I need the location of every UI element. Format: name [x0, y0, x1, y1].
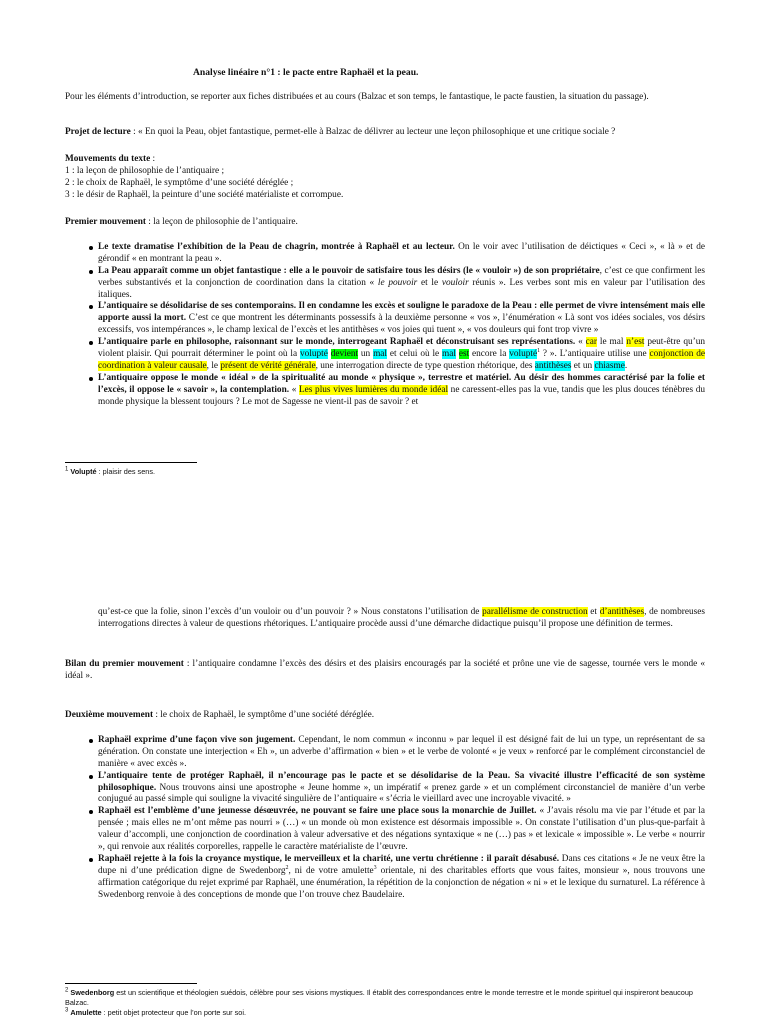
list-item: L’antiquaire tente de protéger Raphaël, il n’encourage pas le pacte et se désolidarise de la Peau. Sa vivacité illustre l’efficacité de son système philosophique. Nous trouvons ainsi une apostrophe « Jeune homme », un impératif « prenez garde » et un complément circonstanciel de manière d’un verbe conjugué au passé simple qui souligne la vivacité singulière de l’antiquaire « s’écria le vieillard avec une incroyable vivacité. »	[65, 771, 705, 807]
highlight: mal	[442, 349, 456, 360]
footnote-ref: 1	[537, 347, 541, 354]
premier-mouvement-continuation: qu’est-ce que la folie, sinon l’excès d’un vouloir ou d’un pouvoir ? » Nous constatons l’utilisation de parallélisme de construction et d’antithèses, de nombreuses interrogations directes à valeur de questions rhétoriques. L’antiquaire procède aussi d’une démarche didactique puisqu’il propose une définition de termes.	[98, 607, 705, 629]
highlight: d’antithèses	[599, 607, 645, 617]
highlight: devient	[330, 349, 359, 360]
list-item: Raphaël rejette à la fois la croyance mystique, le merveilleux et la charité, une vertu chrétienne : il paraît désabusé. Dans ces citations « Je ne veux être la dupe ni d’une prédication digne de Swedenborg$^2$, ni de votre amulette$^3$ orientale, ni des charitables efforts que vous faites, monsieur », nous trouvons une affirmation catégorique du rejet exprimé par Raphaël, une énumération, la répétition de la conjonction de négation « ni » et le lexique du surnaturel. La référence à Swedenborg renvoie à des conceptions de monde que l’on trouve chez Baudelaire.	[65, 854, 705, 902]
footnote-1: $^1$ Volupté : plaisir des sens.	[65, 466, 155, 476]
footnote-separator	[65, 983, 197, 984]
bilan-label: Bilan du premier mouvement	[65, 659, 184, 669]
highlight: Les plus vives lumières du monde idéal	[299, 384, 449, 395]
highlight: conjonction de coordination à valeur causale	[98, 349, 705, 371]
projet-label: Projet de lecture	[65, 127, 131, 137]
highlight: présent de vérité générale	[220, 360, 316, 371]
footnote-separator	[65, 462, 197, 463]
bilan-premier-mouvement: Bilan du premier mouvement : l’antiquaire condamne l’excès des désirs et des plaisirs encouragés par la société et prône une vie de sagesse, tournée vers le monde « idéal ».	[65, 659, 705, 681]
list-item: L’antiquaire se désolidarise de ses contemporains. Il en condamne les excès et souligne le paradoxe de la Peau : elle permet de vivre intensément mais elle apporte aussi la mort. C’est ce que montrent les déterminants possessifs à la deuxième personne « vos », l’énumération « Là sont vos idées sociales, vos désirs excessifs, vos intempérances », le champ lexical de l’excès et les antithèses « vos joies qui tuent », « vos douleurs qui font trop vivre »	[65, 301, 705, 337]
highlight: parallélisme de construction	[482, 607, 588, 617]
mouvement-item: 3 : le désir de Raphaël, la peinture d’une société matérialiste et corrompue.	[65, 189, 344, 200]
m2-label: Deuxième mouvement	[65, 710, 154, 720]
footnote-ref: 3	[373, 864, 377, 871]
list-item: Le texte dramatise l’exhibition de la Peau de chagrin, montrée à Raphaël et au lecteur. On le voir avec l’utilisation de déictiques « Ceci », « là » et de gérondif « en montrant la peau ».	[65, 242, 705, 266]
highlight: volupté	[509, 349, 538, 360]
mouvements-section: Mouvements du texte : 1 : la leçon de philosophie de l’antiquaire ; 2 : le choix de Raphaël, le symptôme d’une société déréglée ; 3 : le désir de Raphaël, la peinture d’une société matérialiste et corrompue.	[65, 154, 705, 202]
highlight: chiasme	[594, 360, 625, 371]
highlight: volupté	[299, 349, 328, 360]
premier-mouvement-heading: Premier mouvement : la leçon de philosophie de l’antiquaire.	[65, 217, 298, 227]
highlight: mal	[373, 349, 388, 360]
list-item: La Peau apparaît comme un objet fantastique : elle a le pouvoir de satisfaire tous les désirs (le « vouloir ») de son propriétaire, c’est ce que confirment les verbes substantivés et la conjonction de coordination dans la citation « le pouvoir et le vouloir réunis ». Les verbes sont mis en valeur par l’utilisation des italiques.	[65, 266, 705, 302]
highlight: antithèses	[534, 360, 572, 371]
mouvement-item: 1 : la leçon de philosophie de l’antiquaire ;	[65, 165, 225, 176]
introduction	[65, 92, 705, 104]
highlight: n’est	[626, 337, 645, 348]
mouvement-item: 2 : le choix de Raphaël, le symptôme d’une société déréglée ;	[65, 177, 294, 188]
deuxieme-mouvement-heading: Deuxième mouvement : le choix de Raphaël, le symptôme d’une société déréglée.	[65, 710, 375, 720]
list-item: L’antiquaire parle en philosophe, raisonnant sur le monde, interrogeant Raphaël et déconstruisant ses représentations. « car le mal n’est peut-être qu’un violent plaisir. Qui pourrait déterminer le point où la volupté devient un mal et celui où le mal est encore la volupté$^1$ ? ». L’antiquaire utilise une conjonction de coordination à valeur causale, le présent de vérité générale, une interrogation directe de type question rhétorique, des antithèses et un chiasme.	[65, 337, 705, 373]
m1-label: Premier mouvement	[65, 217, 146, 227]
highlight: car	[585, 337, 597, 348]
premier-mouvement-list	[65, 242, 705, 408]
mouvements-label: Mouvements du texte	[65, 154, 151, 164]
list-item: L’antiquaire oppose le monde « idéal » de la spiritualité au monde « physique », terrestre et matériel. Au désir des hommes caractérisé par la folie et l’excès, il oppose le « savoir », la contemplation. « Les plus vives lumières du monde idéal ne caressent-elles pas la vue, tandis que les plus douces ténèbres du monde physique la blessent toujours ? Le mot de Sagesse ne vient-il pas de savoir ? et	[65, 373, 705, 409]
footnote-ref: 2	[285, 864, 289, 871]
projet-text: : « En quoi la Peau, objet fantastique, permet-elle à Balzac de délivrer au lecteur une leçon philosophique et une critique sociale ?	[130, 127, 616, 137]
list-item: Raphaël exprime d’une façon vive son jugement. Cependant, le nom commun « inconnu » par lequel il est désigné fait de lui un type, un représentant de sa génération. On constate une interjection « Eh », un adverbe d’affirmation « bien » et le verbe de volonté « je veux » renforcé par le complément circonstanciel de manière « avec excès ».	[65, 735, 705, 771]
projet-de-lecture	[65, 127, 705, 139]
intro-paragraph: Pour les éléments d’introduction, se reporter aux fiches distribuées et au cours (Balzac et son temps, le fantastique, le pacte faustien, la situation du passage).	[65, 92, 649, 102]
deuxieme-mouvement-list	[65, 735, 705, 901]
footnote-2: $^2$ Swedenborg est un scientifique et théologien suédois, célèbre pour ses visions mystiques. Il établit des correspondances entre le monde terrestre et le monde spirituel qui inspireront beaucoup Balzac.	[65, 987, 693, 1007]
list-item: Raphaël est l’emblème d’une jeunesse désœuvrée, ne pouvant se faire une place sous la monarchie de Juillet. « J’avais résolu ma vie par l’étude et par la pensée ; mais elles ne m’ont même pas nourri » (…) « un monde où mon existence est désormais impossible ». On constate l’utilisation d’un plus-que-parfait à valeur d’accompli, une conjonction de coordination à valeur adversative et des négations syntaxique « ne (…) pas » et lexicale « impossible ». Le verbe « nourrir », qui renvoie aux réalités corporelles, rappelle le caractère matérialiste de l’œuvre.	[65, 806, 705, 854]
footnote-3: $^3$ Amulette : petit objet protecteur que l’on porte sur soi.	[65, 1007, 246, 1017]
document-title: Analyse linéaire n°1 : le pacte entre Raphaël et la peau.	[193, 67, 419, 78]
highlight: est	[458, 349, 470, 360]
